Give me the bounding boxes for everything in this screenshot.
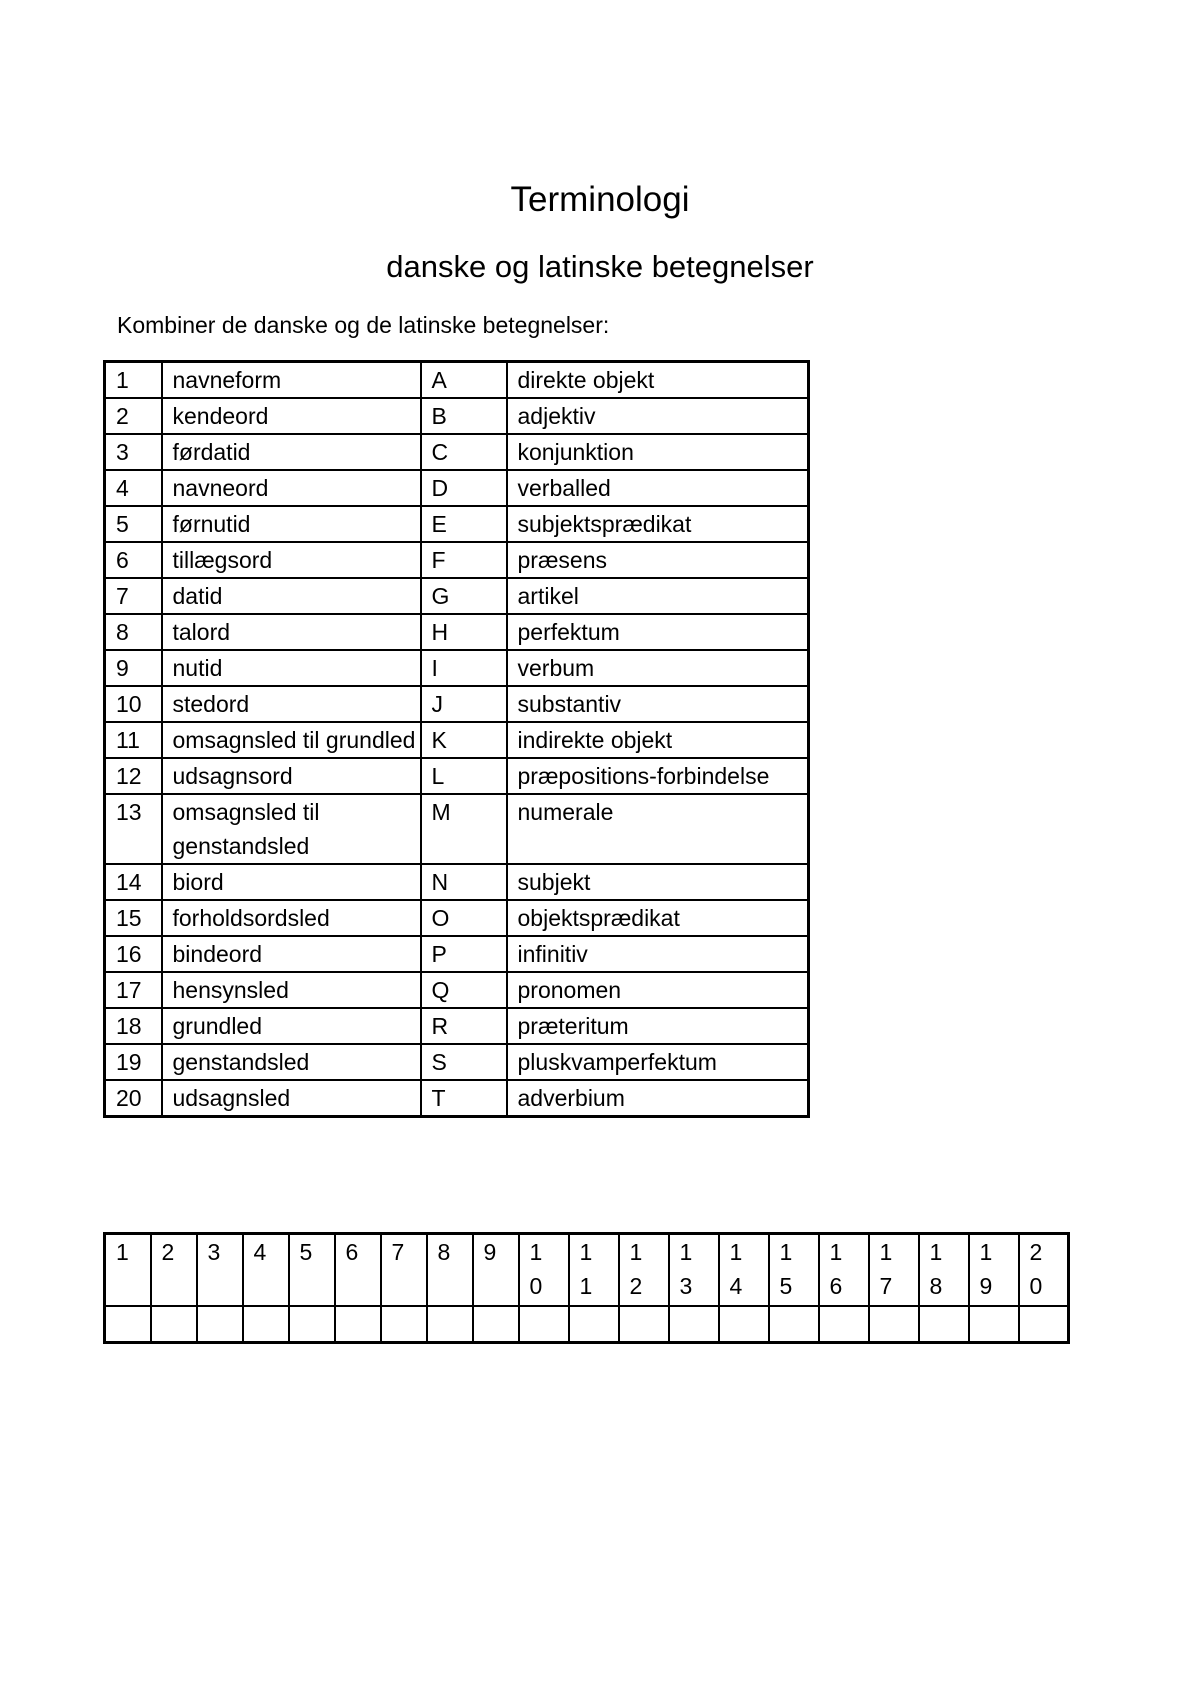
term-row [105, 900, 809, 936]
answer-number [427, 1234, 473, 1307]
danish-term: kendeord [162, 398, 421, 434]
term-row [105, 362, 809, 399]
latin-term: adjektiv [507, 398, 809, 434]
term-row [105, 542, 809, 578]
answer-number [669, 1234, 719, 1307]
latin-term: pluskvamperfektum [507, 1044, 809, 1080]
answer-number-label: 7 [391, 1239, 405, 1265]
term-row [105, 506, 809, 542]
answer-number [335, 1234, 381, 1307]
answer-number-label: 20 [1029, 1239, 1043, 1299]
answer-blank-cell[interactable] [569, 1306, 619, 1343]
term-letter: O [421, 900, 507, 936]
answer-blank-cell[interactable] [381, 1306, 427, 1343]
answer-blank-cell[interactable] [819, 1306, 869, 1343]
answer-blank-cell[interactable] [519, 1306, 569, 1343]
answer-table [103, 1232, 1070, 1344]
answer-number-row [105, 1234, 1069, 1307]
answer-blank-cell[interactable] [289, 1306, 335, 1343]
term-number: 13 [105, 794, 162, 864]
terms-table-body [105, 362, 809, 1117]
term-number: 16 [105, 936, 162, 972]
latin-term: verballed [507, 470, 809, 506]
danish-term: navneform [162, 362, 421, 399]
danish-term: omsagnsled til genstandsled [162, 794, 421, 864]
answer-number [619, 1234, 669, 1307]
term-number: 4 [105, 470, 162, 506]
latin-term: subjektsprædikat [507, 506, 809, 542]
answer-number-label: 12 [629, 1239, 643, 1299]
term-number: 8 [105, 614, 162, 650]
danish-term: biord [162, 864, 421, 900]
term-number: 17 [105, 972, 162, 1008]
danish-term: stedord [162, 686, 421, 722]
term-row [105, 1008, 809, 1044]
answer-number [1019, 1234, 1069, 1307]
answer-number-label: 2 [161, 1239, 175, 1265]
term-letter: L [421, 758, 507, 794]
answer-blank-cell[interactable] [473, 1306, 519, 1343]
answer-number-label: 19 [979, 1239, 993, 1299]
danish-term: grundled [162, 1008, 421, 1044]
answer-number [969, 1234, 1019, 1307]
latin-term: objektsprædikat [507, 900, 809, 936]
answer-blank-cell[interactable] [1019, 1306, 1069, 1343]
answer-blank-cell[interactable] [919, 1306, 969, 1343]
term-number: 5 [105, 506, 162, 542]
term-row [105, 972, 809, 1008]
terms-table [103, 360, 810, 1118]
answer-number-label: 1 [116, 1239, 129, 1265]
page-title: Terminologi [510, 180, 690, 219]
answer-number-label: 5 [299, 1239, 313, 1265]
term-letter: C [421, 434, 507, 470]
latin-term: numerale [507, 794, 809, 864]
term-number: 3 [105, 434, 162, 470]
answer-number-label: 17 [879, 1239, 893, 1299]
answer-number-label: 15 [779, 1239, 793, 1299]
answer-blank-cell[interactable] [869, 1306, 919, 1343]
term-row [105, 578, 809, 614]
answer-number [769, 1234, 819, 1307]
term-number: 11 [105, 722, 162, 758]
term-letter: T [421, 1080, 507, 1117]
answer-number [819, 1234, 869, 1307]
term-letter: S [421, 1044, 507, 1080]
answer-number [569, 1234, 619, 1307]
term-number: 18 [105, 1008, 162, 1044]
instruction-text: Kombiner de danske og de latinske betegnelser: [117, 312, 610, 338]
answer-number-label: 6 [345, 1239, 359, 1265]
answer-number-label: 18 [929, 1239, 943, 1299]
answer-number [289, 1234, 335, 1307]
answer-number [869, 1234, 919, 1307]
term-row [105, 398, 809, 434]
danish-term: forholdsordsled [162, 900, 421, 936]
term-row [105, 614, 809, 650]
term-letter: K [421, 722, 507, 758]
term-number: 15 [105, 900, 162, 936]
danish-term: bindeord [162, 936, 421, 972]
danish-term: omsagnsled til grundled [162, 722, 421, 758]
answer-number-label: 14 [729, 1239, 743, 1299]
term-number: 20 [105, 1080, 162, 1117]
term-letter: M [421, 794, 507, 864]
term-row [105, 936, 809, 972]
term-letter: P [421, 936, 507, 972]
answer-blank-cell[interactable] [197, 1306, 243, 1343]
term-letter: H [421, 614, 507, 650]
answer-number-label: 16 [829, 1239, 843, 1299]
term-letter: B [421, 398, 507, 434]
latin-term: præteritum [507, 1008, 809, 1044]
term-row [105, 686, 809, 722]
term-row [105, 1044, 809, 1080]
term-row [105, 794, 809, 864]
term-row [105, 470, 809, 506]
answer-number [473, 1234, 519, 1307]
latin-term: infinitiv [507, 936, 809, 972]
term-number: 2 [105, 398, 162, 434]
term-number: 6 [105, 542, 162, 578]
answer-blank-cell[interactable] [769, 1306, 819, 1343]
danish-term: nutid [162, 650, 421, 686]
term-number: 19 [105, 1044, 162, 1080]
term-number: 12 [105, 758, 162, 794]
term-letter: E [421, 506, 507, 542]
answer-blank-cell[interactable] [151, 1306, 197, 1343]
danish-term: navneord [162, 470, 421, 506]
danish-term: førdatid [162, 434, 421, 470]
term-number: 14 [105, 864, 162, 900]
answer-blank-cell[interactable] [969, 1306, 1019, 1343]
answer-blank-cell[interactable] [669, 1306, 719, 1343]
term-number: 9 [105, 650, 162, 686]
answer-number [919, 1234, 969, 1307]
answer-number-label: 13 [679, 1239, 693, 1299]
latin-term: pronomen [507, 972, 809, 1008]
answer-blank-cell[interactable] [719, 1306, 769, 1343]
term-letter: N [421, 864, 507, 900]
answer-number [519, 1234, 569, 1307]
latin-term: præsens [507, 542, 809, 578]
answer-number-label: 11 [579, 1239, 593, 1299]
danish-term: førnutid [162, 506, 421, 542]
latin-term: subjekt [507, 864, 809, 900]
page-subtitle: danske og latinske betegnelser [386, 249, 814, 284]
latin-term: adverbium [507, 1080, 809, 1117]
term-letter: Q [421, 972, 507, 1008]
term-letter: D [421, 470, 507, 506]
danish-term: udsagnsled [162, 1080, 421, 1117]
answer-blank-cell[interactable] [243, 1306, 289, 1343]
answer-number [381, 1234, 427, 1307]
danish-term: hensynsled [162, 972, 421, 1008]
answer-blank-cell[interactable] [619, 1306, 669, 1343]
latin-term: perfektum [507, 614, 809, 650]
term-row [105, 758, 809, 794]
latin-term: konjunktion [507, 434, 809, 470]
term-number: 1 [105, 362, 162, 399]
danish-term: datid [162, 578, 421, 614]
answer-number [151, 1234, 197, 1307]
term-row [105, 722, 809, 758]
answer-number [197, 1234, 243, 1307]
term-number: 7 [105, 578, 162, 614]
answer-blank-cell[interactable] [335, 1306, 381, 1343]
danish-term: udsagnsord [162, 758, 421, 794]
latin-term: direkte objekt [507, 362, 809, 399]
latin-term: artikel [507, 578, 809, 614]
danish-term: tillægsord [162, 542, 421, 578]
term-letter: G [421, 578, 507, 614]
answer-number-label: 3 [207, 1239, 221, 1265]
answer-number [105, 1234, 151, 1307]
answer-blank-cell[interactable] [105, 1306, 151, 1343]
answer-number-label: 9 [483, 1239, 497, 1265]
danish-term: genstandsled [162, 1044, 421, 1080]
term-row [105, 1080, 809, 1117]
danish-term: talord [162, 614, 421, 650]
answer-blank-row [105, 1306, 1069, 1343]
term-number: 10 [105, 686, 162, 722]
term-letter: R [421, 1008, 507, 1044]
latin-term: verbum [507, 650, 809, 686]
term-letter: F [421, 542, 507, 578]
answer-number [719, 1234, 769, 1307]
latin-term: indirekte objekt [507, 722, 809, 758]
term-letter: I [421, 650, 507, 686]
term-letter: J [421, 686, 507, 722]
answer-number [243, 1234, 289, 1307]
answer-number-label: 10 [529, 1239, 543, 1299]
latin-term: præpositions-forbindelse [507, 758, 809, 794]
term-letter: A [421, 362, 507, 399]
answer-number-label: 4 [253, 1239, 267, 1265]
latin-term: substantiv [507, 686, 809, 722]
term-row [105, 434, 809, 470]
answer-number-label: 8 [437, 1239, 451, 1265]
term-row [105, 650, 809, 686]
term-row [105, 864, 809, 900]
answer-blank-cell[interactable] [427, 1306, 473, 1343]
